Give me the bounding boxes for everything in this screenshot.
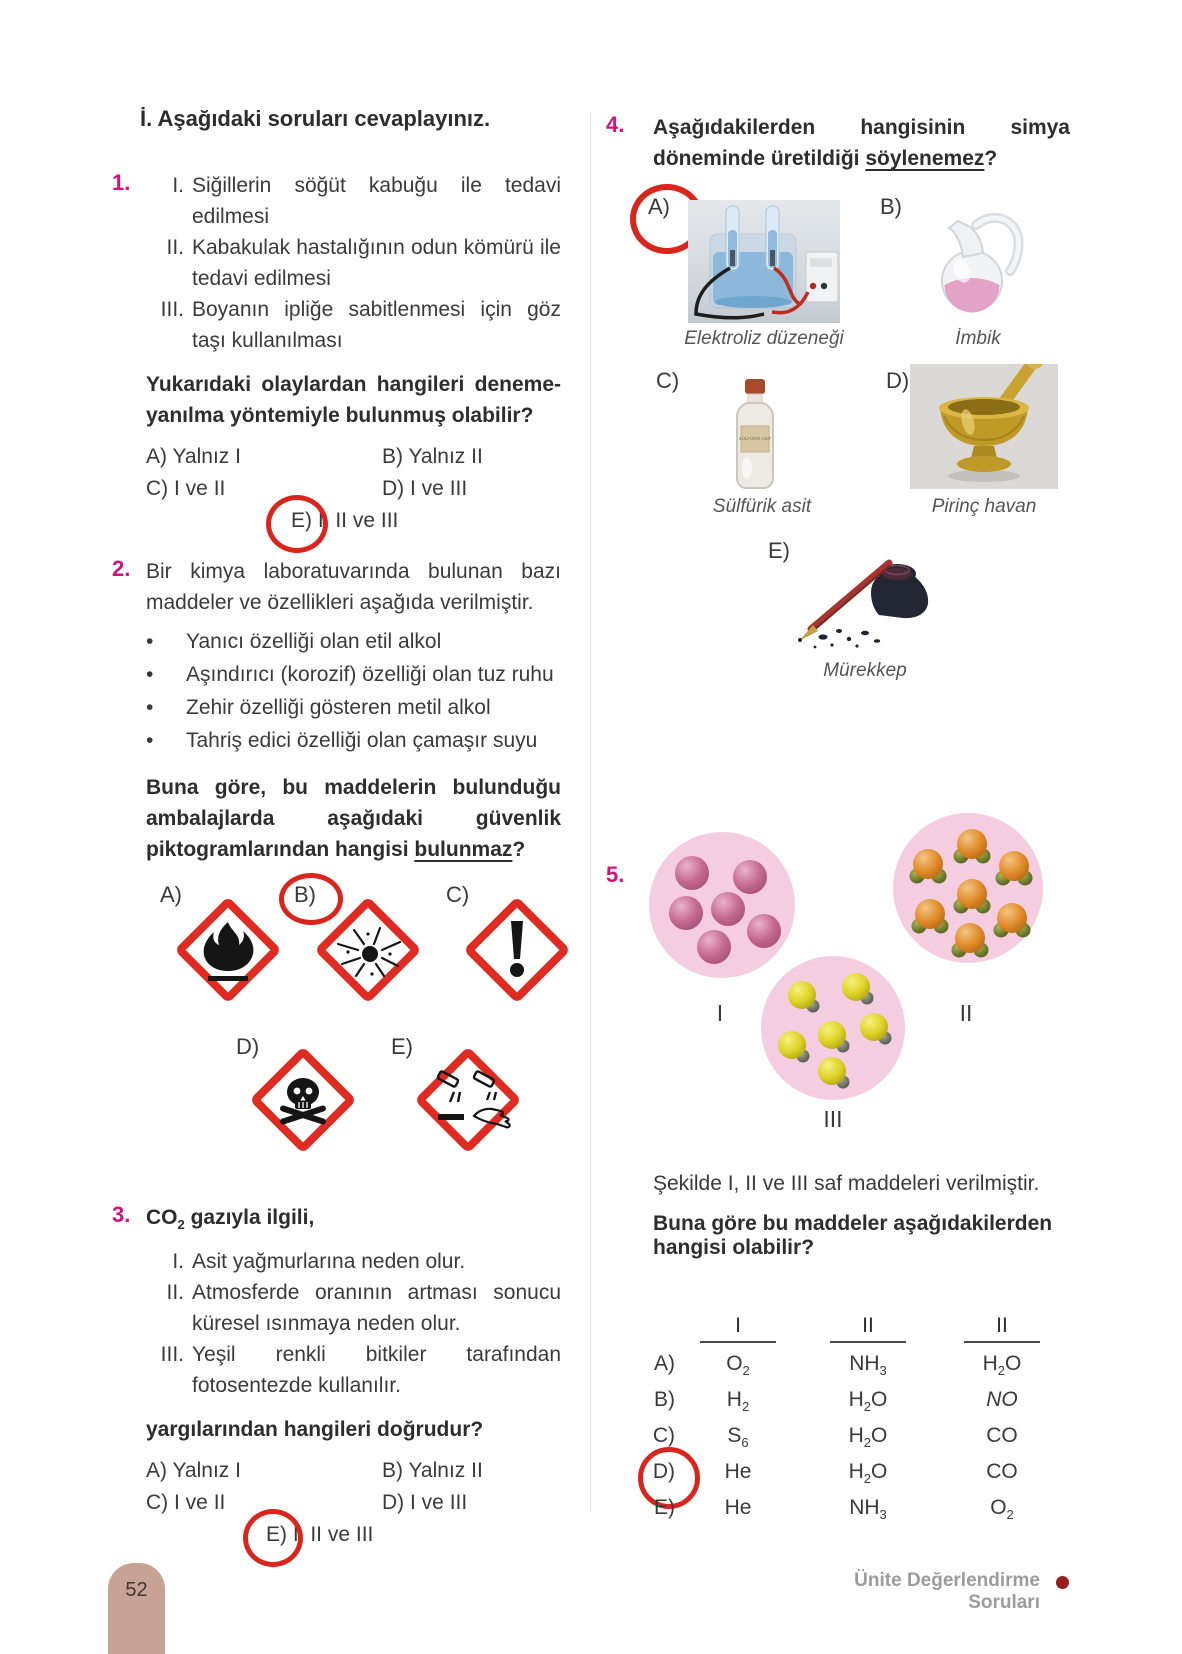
bullet-text: Aşındırıcı (korozif) özelliği olan tuz ruhu — [186, 663, 554, 686]
caption-electrolysis: Elektroliz düzeneği — [684, 328, 844, 349]
figure-3-label: III — [823, 1106, 843, 1132]
question-5-stem: Buna göre bu maddeler aşağıdakilerden hangisi olabilir? — [653, 1212, 1053, 1259]
table-cell: $NH_3$ — [849, 1352, 887, 1379]
bullet-item — [146, 626, 561, 657]
question-1-number: 1. — [112, 170, 131, 195]
table-cell: $H_2O$ — [848, 1460, 888, 1487]
table-cell: CO — [986, 1460, 1018, 1483]
option-B: B) Yalnız II — [382, 1459, 483, 1483]
bullet-item — [146, 659, 561, 690]
page-number-tab — [108, 1563, 165, 1654]
brass-mortar-image — [910, 364, 1058, 489]
table-cell: $H_2O$ — [848, 1424, 888, 1451]
question-2-number: 2. — [112, 556, 131, 581]
table-header-3: II — [964, 1314, 1040, 1343]
roman-item — [146, 232, 561, 294]
question-1-stem: Yukarıdaki olaylardan hangileri deneme-yanılma yöntemiyle bulunmuş olabilir? — [146, 373, 561, 427]
option-C: C) I ve II — [146, 477, 226, 500]
option-D: D) I ve III — [382, 1491, 468, 1515]
roman-numeral: I. — [172, 1250, 184, 1274]
figure-2-label: II — [959, 1000, 973, 1026]
bullet-text: Yanıcı özelliği olan etil alkol — [186, 630, 442, 653]
question-4-stem: Aşağıdakilerden hangisinin simya döneminde üretildiği söylenemez? — [653, 116, 1070, 170]
option-E: E) I, II ve III — [291, 509, 399, 532]
roman-numeral: I. — [172, 174, 184, 197]
footer-section-label: Ünite Değerlendirme Soruları — [854, 1570, 1040, 1613]
figure-1-label: I — [716, 1000, 724, 1026]
roman-item-text: Yeşil renkli bitkiler tarafından fotosentezde kullanılır. — [192, 1343, 561, 1398]
flammable-pictogram-icon — [170, 892, 286, 1008]
corrosive-pictogram-icon — [410, 1042, 526, 1158]
table-row-letter: E) — [654, 1496, 675, 1519]
toxic-pictogram-icon — [245, 1042, 361, 1158]
pictogram-label-E: E) — [391, 1034, 413, 1059]
option-C: C) I ve II — [146, 1491, 226, 1515]
question-2 — [112, 556, 561, 865]
page-number: 52 — [125, 1579, 148, 1601]
option-row — [146, 1455, 561, 1487]
table-cell: NO — [986, 1388, 1018, 1411]
table-header-2: II — [830, 1314, 906, 1343]
option-B: B) Yalnız II — [382, 445, 483, 468]
table-cell: $O_2$ — [726, 1352, 750, 1379]
table-cell: $H_2O$ — [982, 1352, 1022, 1379]
option-E: E) I, II ve III — [266, 1523, 374, 1547]
pictogram-label-B: B) — [294, 882, 316, 908]
q4-option-label-A: A) — [648, 194, 670, 220]
table-cell: $NH_3$ — [849, 1496, 887, 1523]
bullet-item — [146, 692, 561, 723]
table-cell: CO — [986, 1424, 1018, 1447]
table-cell: $O_2$ — [990, 1496, 1014, 1523]
option-row — [146, 505, 561, 537]
acid-bottle-image — [727, 378, 783, 490]
roman-item-text: Boyanın ipliğe sabitlenmesi için göz taşı kullanılması — [192, 298, 561, 352]
roman-item-text: Siğillerin söğüt kabuğu ile tedavi edilmesi — [192, 174, 561, 228]
caption-alembic: İmbik — [955, 328, 1001, 349]
particle-figure-3 — [760, 955, 906, 1101]
question-2-intro: Bir kimya laboratuvarında bulunan bazı maddeler ve özellikleri aşağıda verilmiştir. — [146, 560, 561, 614]
question-3-number: 3. — [112, 1202, 131, 1227]
roman-item — [146, 170, 561, 232]
roman-numeral: III. — [160, 298, 184, 321]
table-cell: $S_6$ — [727, 1424, 749, 1451]
roman-item-text: Kabakulak hastalığının odun kömürü ile tedavi edilmesi — [192, 236, 561, 290]
bullet-dot: • — [146, 729, 154, 752]
table-cell: He — [724, 1496, 752, 1519]
roman-item — [146, 294, 561, 356]
table-row-letter: A) — [654, 1352, 675, 1375]
bullet-item — [146, 725, 561, 756]
bullet-dot: • — [146, 696, 154, 719]
roman-item-text: Asit yağmurlarına neden olur. — [192, 1250, 466, 1274]
caption-mortar: Pirinç havan — [931, 496, 1037, 517]
question-4 — [606, 112, 1070, 174]
pictogram-label-C: C) — [446, 882, 470, 907]
bullet-text: Tahriş edici özelliği olan çamaşır suyu — [186, 729, 538, 752]
particle-figure-2 — [892, 812, 1044, 964]
roman-numeral: III. — [160, 1343, 184, 1367]
underlined-word: bulunmaz — [414, 838, 513, 861]
bullet-text: Zehir özelliği gösteren metil alkol — [186, 696, 491, 719]
footer-dot-icon — [1056, 1576, 1069, 1589]
electrolysis-apparatus-image — [688, 200, 840, 323]
q4-option-label-E: E) — [768, 538, 790, 563]
caption-acid: Sülfürik asit — [712, 496, 812, 517]
caption-ink: Mürekkep — [823, 660, 907, 681]
option-A: A) Yalnız I — [146, 1459, 241, 1483]
bullet-dot: • — [146, 663, 154, 686]
ink-and-pen-image — [785, 545, 937, 653]
q4-option-label-D: D) — [886, 368, 910, 393]
pictogram-label-A: A) — [160, 882, 182, 907]
option-row — [146, 441, 561, 473]
roman-numeral: II. — [166, 1281, 184, 1305]
table-row-letter: B) — [654, 1388, 675, 1411]
answer-circle-q1 — [266, 495, 328, 553]
option-row — [146, 1519, 561, 1551]
table-cell: $H_2$ — [726, 1388, 750, 1415]
option-D: D) I ve III — [382, 477, 468, 500]
irritant-pictogram-icon — [459, 892, 575, 1008]
alembic-image — [928, 205, 1026, 317]
answer-circle-q3 — [243, 1509, 303, 1567]
question-5-note: Şekilde I, II ve III saf maddeleri verilmiştir. — [653, 1172, 1040, 1195]
roman-item-text: Atmosferde oranının artması sonucu küresel ısınmaya neden olur. — [192, 1281, 561, 1336]
roman-item — [146, 1246, 561, 1277]
option-row — [146, 473, 561, 505]
table-row-letter: D) — [630, 1460, 675, 1484]
question-5-number: 5. — [606, 862, 625, 887]
roman-item — [146, 1339, 561, 1401]
question-3 — [112, 1202, 561, 1551]
table-cell: He — [724, 1460, 752, 1483]
q4-option-label-C: C) — [656, 368, 680, 393]
column-divider — [590, 112, 591, 1512]
question-2-stem: Buna göre, bu maddelerin bulunduğu ambalajlarda aşağıdaki güvenlik piktogramlarından hangisi bulunmaz? — [146, 776, 561, 861]
question-3-stem: yargılarından hangileri doğrudur? — [146, 1418, 484, 1442]
option-row — [146, 1487, 561, 1519]
bullet-dot: • — [146, 630, 154, 653]
pictogram-label-D: D) — [236, 1034, 260, 1059]
q4-option-label-B: B) — [880, 194, 902, 219]
table-header-1: I — [700, 1314, 776, 1343]
roman-numeral: II. — [166, 236, 184, 259]
underlined-word: söylenemez — [865, 147, 985, 170]
table-cell: $H_2O$ — [848, 1388, 888, 1415]
option-A: A) Yalnız I — [146, 445, 241, 468]
question-3-title: $CO_2$ gazıyla ilgili, — [146, 1206, 315, 1233]
explosive-pictogram-icon — [310, 892, 426, 1008]
section-heading: İ. Aşağıdaki soruları cevaplayınız. — [140, 106, 491, 131]
roman-item — [146, 1277, 561, 1339]
bottle-label-text: SÜLFÜRİK ASİT — [738, 436, 772, 441]
table-row-letter: C) — [652, 1424, 675, 1447]
question-4-number: 4. — [606, 112, 625, 137]
question-1 — [112, 170, 561, 537]
